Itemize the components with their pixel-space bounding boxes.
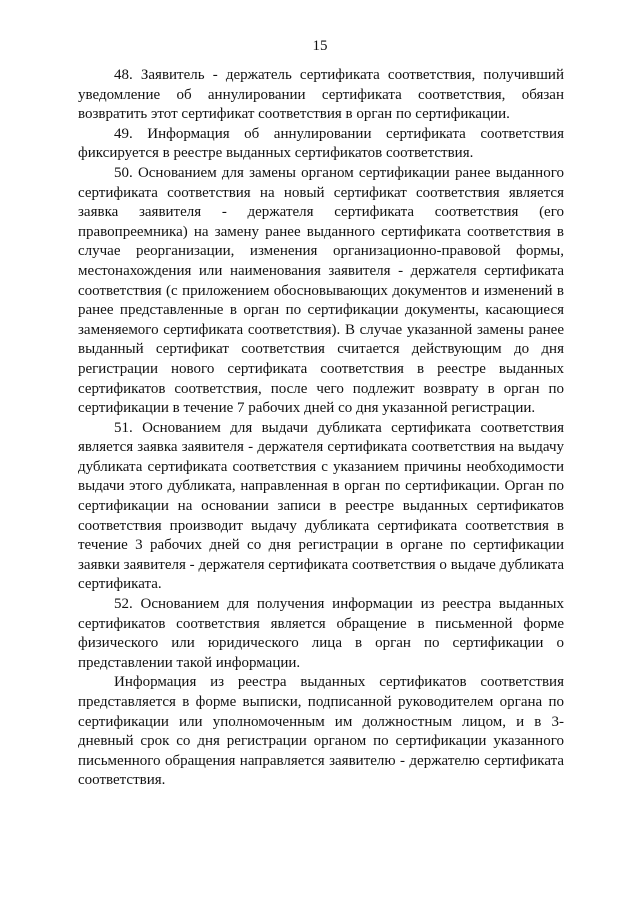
- paragraph-49: 49. Информация об аннулировании сертификата соответствия фиксируется в реестре выданных сертификатов соответствия.: [78, 125, 564, 162]
- paragraph-52-continuation: Информация из реестра выданных сертификатов соответствия представляется в форме выписки, подписанной руководителем органа по сертификации или уполномоченным им должностным лицом, и в 3-дневный срок со дня регистрации органом по сертификации указанного письменного обращения направляется заявителю - держателю сертификата соответствия.: [78, 674, 564, 789]
- paragraph-52: 52. Основанием для получения информации из реестра выданных сертификатов соответствия является обращение в письменной форме физического или юридического лица в орган по сертификации о представлении такой информации.: [78, 596, 564, 671]
- paragraph-50: 50. Основанием для замены органом сертификации ранее выданного сертификата соответствия на новый сертификат соответствия является заявка заявителя - держателя сертификата соответствия (его правопреемника) на замену ранее выданного сертификата соответствия в случае реорганизации, изменения организационно-правовой формы, местонахождения или наименования заявителя - держателя сертификата соответствия (с приложением обосновывающих документов и изменений в ранее представленные в орган по сертификации документы, касающиеся заменяемого сертификата соответствия). В случае указанной замены ранее выданный сертификат соответствия считается действующим до дня регистрации нового сертификата соответствия в реестре выданных сертификатов соответствия, после чего подлежит возврату в орган по сертификации в течение 7 рабочих дней со дня указанной регистрации.: [78, 164, 564, 417]
- paragraph-48: 48. Заявитель - держатель сертификата соответствия, получивший уведомление об аннулировании сертификата соответствия, обязан возвратить этот сертификат соответствия в орган по сертификации.: [78, 67, 564, 123]
- page-number: 15: [312, 38, 328, 54]
- document-body: [78, 66, 564, 791]
- paragraph-51: 51. Основанием для выдачи дубликата сертификата соответствия является заявка заявителя - держателя сертификата соответствия на выдачу дубликата сертификата соответствия с указанием причины необходимости выдачи этого дубликата, направленная в орган по сертификации. Орган по сертификации на основании записи в реестре выданных сертификатов соответствия производит выдачу дубликата сертификата соответствия в течение 3 рабочих дней со дня регистрации в органе по сертификации заявки заявителя - держателя сертификата соответствия о выдаче дубликата сертификата.: [78, 419, 564, 593]
